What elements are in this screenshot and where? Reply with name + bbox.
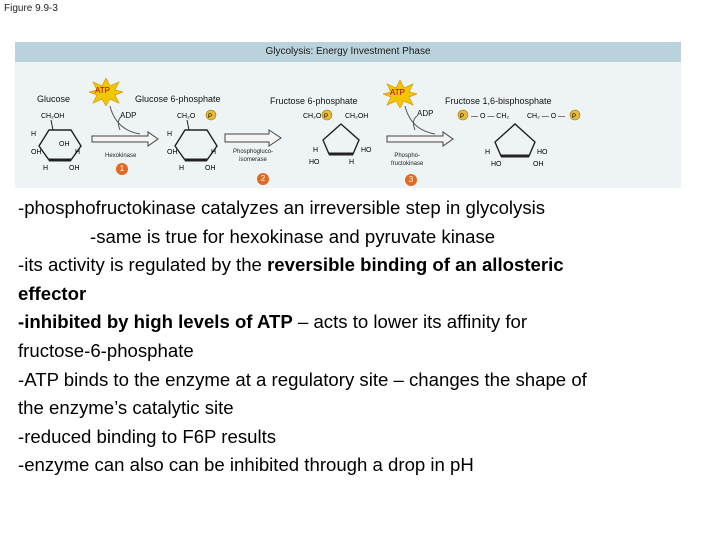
caption-fructose-1-6-bisphosphate: Fructose 1,6-bisphosphate	[445, 96, 552, 106]
svg-text:CH₂O: CH₂O	[177, 113, 196, 120]
step-2-badge: 2	[257, 173, 269, 185]
svg-text:HO: HO	[537, 149, 548, 156]
enzyme-3-line-2: fructokinase	[391, 161, 424, 167]
svg-text:P: P	[572, 114, 577, 120]
svg-text:OH: OH	[167, 149, 178, 156]
svg-text:H: H	[179, 165, 185, 172]
reaction-arrow-2	[223, 128, 283, 148]
text-line-10: -enzyme can also can be inhibited through a drop in pH	[18, 454, 474, 476]
svg-text:P: P	[460, 114, 465, 120]
svg-text:CH₂OH: CH₂OH	[345, 113, 369, 120]
text-line-9: -reduced binding to F6P results	[18, 425, 277, 447]
reaction-arrow-1	[90, 100, 160, 150]
svg-text:— O — CH₂: — O — CH₂	[471, 113, 510, 120]
svg-text:H: H	[211, 149, 217, 156]
figure-label: Figure 9.9-3	[4, 3, 58, 14]
atp-label-1: ATP	[95, 86, 110, 95]
text-line-2: -same is true for hexokinase and pyruvate kinase	[90, 225, 496, 247]
svg-text:OH: OH	[31, 149, 42, 156]
atp-label-2: ATP	[390, 88, 405, 97]
text-line-5-plain: – acts to lower its affinity for	[292, 311, 528, 333]
text-line-6: fructose-6-phosphate	[18, 339, 194, 361]
enzyme-2-line-2: isomerase	[239, 157, 267, 163]
enzyme-3-line-1: Phospho-	[394, 153, 421, 159]
svg-text:H: H	[75, 149, 81, 156]
text-line-3-plain: -its activity is regulated by the	[18, 254, 268, 276]
text-line-3	[18, 251, 708, 280]
svg-text:OH: OH	[533, 161, 544, 168]
caption-glucose-6-phosphate: Glucose 6-phosphate	[135, 94, 221, 104]
reaction-arrow-3	[385, 100, 455, 150]
step-1-badge: 1	[116, 163, 128, 175]
enzyme-2-line-1: Phosphogluco-	[233, 149, 274, 155]
text-line-7: -ATP binds to the enzyme at a regulatory site – changes the shape of	[18, 368, 587, 390]
fructose-1-6-bisphosphate-structure-icon	[455, 108, 585, 170]
svg-text:CH₂ — O —: CH₂ — O —	[527, 113, 566, 120]
svg-text:HO: HO	[491, 161, 502, 168]
diagram-title: Glycolysis: Energy Investment Phase	[15, 42, 681, 62]
fructose-6-phosphate-structure-icon	[303, 108, 379, 168]
svg-text:P: P	[324, 114, 329, 120]
caption-glucose: Glucose	[37, 94, 71, 104]
svg-text:CH₂OH: CH₂OH	[41, 113, 65, 120]
svg-text:H: H	[313, 147, 319, 154]
text-line-5-bold: -inhibited by high levels of ATP	[18, 311, 293, 333]
text-line-5	[18, 308, 708, 337]
svg-text:H: H	[167, 131, 173, 138]
text-line-1: -phosphofructokinase catalyzes an irreversible step in glycolysis	[18, 197, 546, 218]
svg-text:P: P	[208, 114, 213, 120]
svg-text:CH₂O: CH₂O	[303, 113, 322, 120]
text-line-4: effector	[18, 282, 87, 304]
svg-text:HO: HO	[361, 147, 372, 154]
svg-text:OH: OH	[59, 141, 70, 148]
svg-text:HO: HO	[309, 159, 320, 166]
svg-text:H: H	[31, 131, 37, 138]
svg-text:H: H	[43, 165, 49, 172]
svg-text:H: H	[349, 159, 355, 166]
body-text	[18, 194, 708, 480]
text-line-8: the enzyme’s catalytic site	[18, 397, 234, 419]
glucose-structure-icon	[29, 108, 91, 174]
step-3-badge: 3	[405, 174, 417, 186]
svg-text:OH: OH	[205, 165, 216, 172]
svg-text:H: H	[485, 149, 491, 156]
enzyme-phosphoglucoisomerase	[233, 148, 273, 164]
adp-label-2: ADP	[417, 109, 434, 118]
glucose-6-phosphate-structure-icon	[165, 108, 227, 174]
caption-fructose-6-phosphate: Fructose 6-phosphate	[270, 96, 358, 106]
text-line-3-bold: reversible binding of an allosteric	[267, 254, 564, 276]
adp-label-1: ADP	[120, 111, 137, 120]
svg-text:OH: OH	[69, 165, 80, 172]
enzyme-phosphofructokinase	[391, 152, 423, 168]
glycolysis-diagram	[15, 42, 681, 188]
enzyme-hexokinase: Hexokinase	[105, 153, 137, 159]
